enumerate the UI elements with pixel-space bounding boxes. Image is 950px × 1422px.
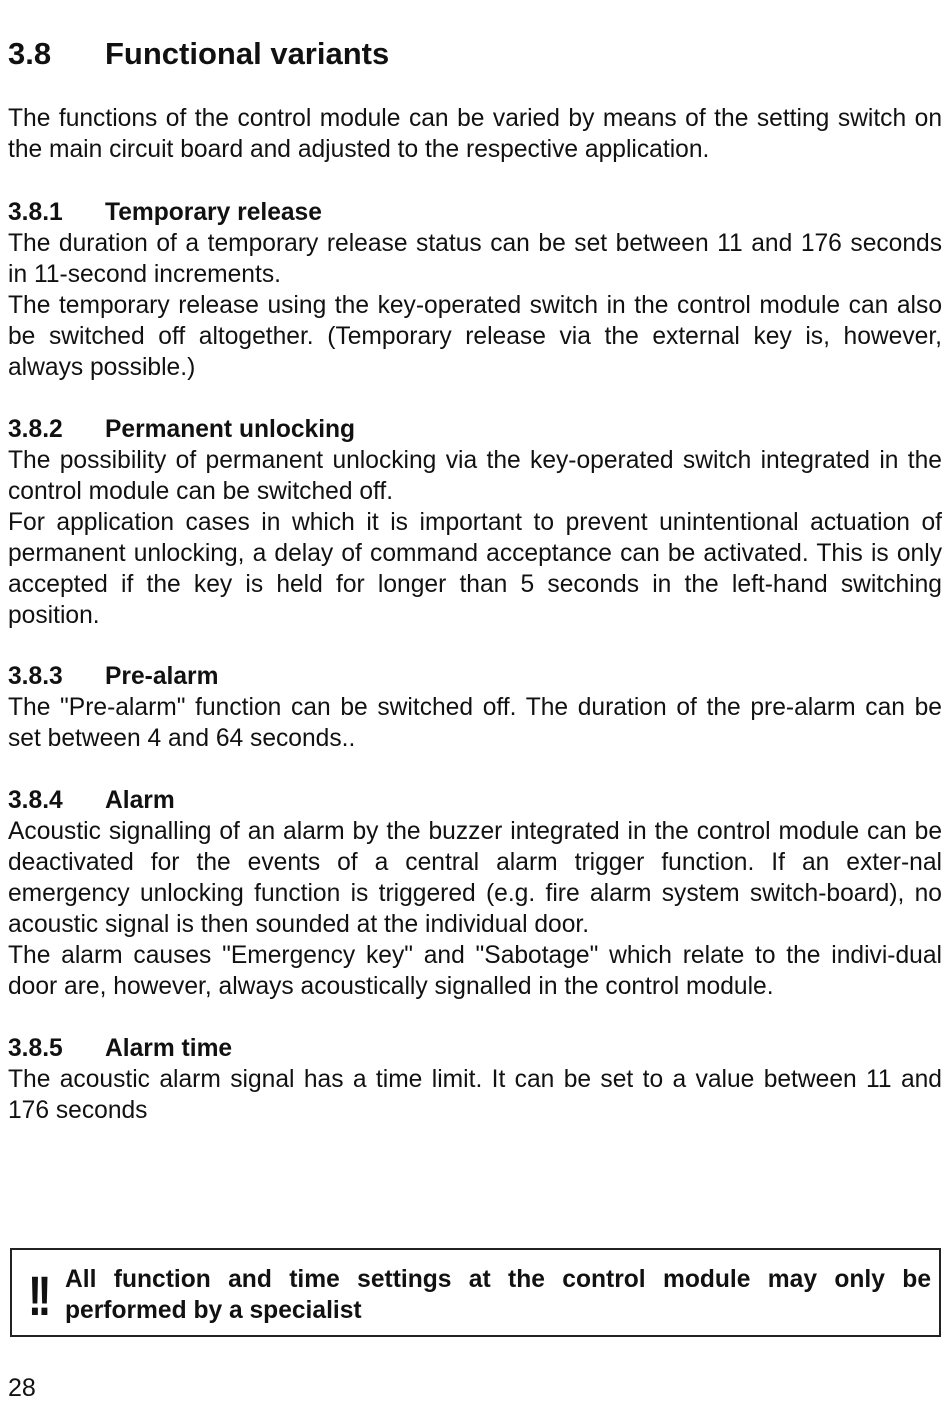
paragraph: The duration of a temporary release status can be set between 11 and 176 seconds in 11-second increments. <box>8 230 942 288</box>
subsection-heading-permanent-unlocking <box>8 414 355 445</box>
subsection-heading-alarm <box>8 785 175 816</box>
subsection-number: 3.8.1 <box>8 199 63 226</box>
paragraph: The acoustic alarm signal has a time limit. It can be set to a value between 11 and 176 seconds <box>8 1066 942 1124</box>
paragraph: The alarm causes "Emergency key" and "Sabotage" which relate to the indivi-dual door are, however, always acoustically signalled in the control module. <box>8 942 942 1000</box>
subsection-heading-alarm-time <box>8 1033 232 1064</box>
subsection-number: 3.8.3 <box>8 663 63 690</box>
double-exclamation-icon: !! <box>28 1264 47 1327</box>
specialist-notice-box <box>10 1248 941 1337</box>
subsection-number: 3.8.4 <box>8 787 63 814</box>
notice-text: All function and time settings at the control module may only be performed by a specialist <box>65 1266 931 1324</box>
section-intro: The functions of the control module can be varied by means of the setting switch on the main circuit board and adjusted to the respective application. <box>8 105 942 163</box>
paragraph: The temporary release using the key-operated switch in the control module can also be switched off altogether. (Temporary release via the external key is, however, always possible.) <box>8 292 942 381</box>
subsection-number: 3.8.2 <box>8 416 63 443</box>
subsection-number: 3.8.5 <box>8 1035 63 1062</box>
paragraph: The "Pre-alarm" function can be switched off. The duration of the pre-alarm can be set between 4 and 64 seconds.. <box>8 694 942 752</box>
page-number: 28 <box>8 1374 36 1402</box>
subsection-title: Alarm time <box>105 1035 233 1062</box>
subsection-title: Pre-alarm <box>105 663 219 690</box>
subsection-title: Permanent unlocking <box>105 416 356 443</box>
paragraph: Acoustic signalling of an alarm by the buzzer integrated in the control module can be deactivated for the events of a central alarm trigger function. If an exter-nal emergency unlocking function is triggered (e.g. fire alarm system switch-board), no acoustic signal is then sounded at the individual door. <box>8 818 942 938</box>
section-title: Functional variants <box>105 36 390 71</box>
paragraph: For application cases in which it is important to prevent unintentional actuation of permanent unlocking, a delay of command acceptance can be activated. This is only accepted if the key is held for longer than 5 seconds in the left-hand switching position. <box>8 509 942 629</box>
subsection-heading-pre-alarm <box>8 661 218 692</box>
subsection-title: Alarm <box>105 787 175 814</box>
subsection-title: Temporary release <box>105 199 322 226</box>
section-heading <box>8 34 389 74</box>
subsection-heading-temporary-release <box>8 197 322 228</box>
paragraph: The possibility of permanent unlocking via the key-operated switch integrated in the control module can be switched off. <box>8 447 942 505</box>
section-number: 3.8 <box>8 36 52 71</box>
